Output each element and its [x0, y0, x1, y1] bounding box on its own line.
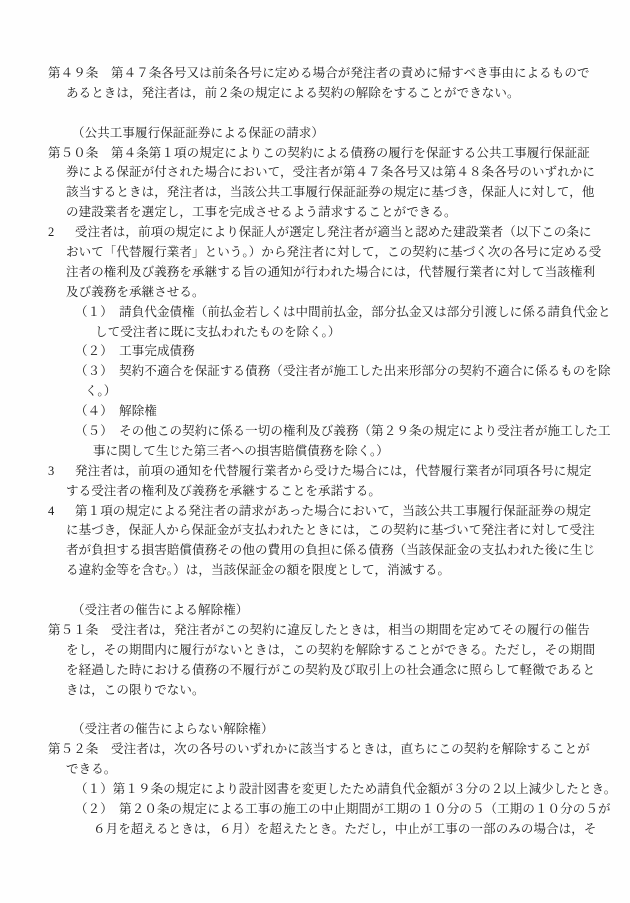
text-line: [0, 243, 630, 263]
line-text: る違約金等を含む。）は，当該保証金の額を限度として，消滅する。: [66, 563, 451, 578]
line-text: 受注者は，前項の規定により保証人が選定し発注者が適当と認めた建設業者（以下この条に: [75, 225, 592, 240]
line-text: して受注者に既に支払われたものを除く。）: [95, 324, 341, 339]
text-line: [0, 362, 630, 382]
line-text: く。）: [85, 384, 117, 399]
text-line: [0, 561, 630, 581]
text-line: [0, 382, 630, 402]
line-text: をし，その期間内に履行がないときは，この契約を解除することができる。ただし，その期間: [66, 642, 596, 657]
text-line: [0, 621, 630, 641]
text-line: [0, 223, 630, 243]
line-text: 第４９条 第４７条各号又は前条各号に定める場合が発注者の責めに帰すべき事由によるもので: [48, 66, 590, 80]
line-text: （２） 第２０条の規定による工事の施工の中止期間が工期の１０分の５（工期の１０分の５が: [75, 801, 611, 816]
text-line: [0, 462, 630, 482]
text-line: [0, 800, 630, 820]
line-text: （１）第１９条の規定により設計図書を変更したため請負代金額が３分の２以上減少したとき。: [75, 782, 617, 797]
text-line: [0, 303, 630, 323]
text-line: [0, 661, 630, 681]
line-text: （５） その他この契約に係る一切の権利及び義務（第２９条の規定により受注者が施工した工: [75, 424, 611, 439]
text-line: [0, 422, 630, 442]
text-line: [0, 104, 630, 124]
line-text: に基づき，保証人から保証金が支払われたときには，この契約に基づいて発注者に対して受注: [66, 523, 595, 538]
line-text: （公共工事履行保証証券による保証の請求）: [72, 125, 325, 140]
text-line: [0, 402, 630, 422]
text-line: [0, 183, 630, 203]
line-text: 第５２条 受注者は，次の各号のいずれかに該当するときは，直ちにこの契約を解除することが: [48, 742, 590, 757]
paragraph-number: 4: [48, 503, 55, 518]
line-text: の建設業者を選定し，工事を完成させるよう請求することができる。: [66, 205, 457, 220]
line-text: 者が負担する損害賠償債務その他の費用の負担に係る債務（当該保証金の支払われた後に生じ: [66, 543, 596, 558]
text-line: [0, 64, 630, 84]
text-line: [0, 541, 630, 561]
line-text: できる。: [66, 762, 117, 777]
document-body: [0, 64, 630, 840]
line-text: おいて「代替履行業者」という。）から発注者に対して，この契約に基づく次の各号に定める受: [66, 245, 602, 260]
text-line: [0, 263, 630, 283]
text-line: [0, 323, 630, 343]
line-text: ６月を超えるときは，６月）を超えたとき。ただし，中止が工事の一部のみの場合は，そ: [93, 821, 597, 836]
text-line: [0, 641, 630, 661]
text-line: [0, 701, 630, 721]
text-line: [0, 342, 630, 362]
line-text: （受注者の催告による解除権）: [72, 603, 249, 618]
line-text: 第５１条 受注者は，発注者がこの契約に違反したときは，相当の期間を定めてその履行の催告: [48, 622, 590, 637]
text-line: [0, 681, 630, 701]
text-line: [0, 163, 630, 183]
line-text: 第１項の規定による発注者の請求があった場合において，当該公共工事履行保証証券の規定: [75, 503, 592, 518]
line-text: 及び義務を承継させる。: [66, 284, 205, 299]
section-heading: [0, 720, 630, 740]
text-line: [0, 283, 630, 303]
text-line: [0, 780, 630, 800]
text-line: [0, 84, 630, 104]
line-text: を経過した時における債務の不履行がこの契約及び取引上の社会通念に照らして軽微であると: [66, 662, 596, 677]
line-text: きは，この限りでない。: [66, 682, 205, 697]
line-text: 該当するときは，発注者は，当該公共工事履行保証証券の規定に基づき，保証人に対して，他: [66, 185, 595, 200]
line-text: 発注者は，前項の通知を代替履行業者から受けた場合には，代替履行業者が同項各号に規定: [75, 463, 592, 478]
text-line: [0, 521, 630, 541]
text-line: [0, 144, 630, 164]
text-line: [0, 760, 630, 780]
text-line: [0, 502, 630, 522]
text-line: [0, 482, 630, 502]
line-text: 注者の権利及び義務を承継する旨の通知が行われた場合には，代替履行業者に対して当該権利: [66, 264, 596, 279]
text-line: [0, 740, 630, 760]
line-text: する受注者の権利及び義務を承継することを承諾する。: [66, 483, 382, 498]
section-heading: [0, 124, 630, 144]
text-line: [0, 820, 630, 840]
line-text: 第５０条 第４条第１項の規定によりこの契約による債務の履行を保証する公共工事履行保証証: [48, 145, 590, 160]
section-heading: [0, 601, 630, 621]
line-text: （受注者の催告によらない解除権）: [72, 722, 274, 737]
paragraph-number: 3: [48, 463, 55, 478]
line-text: （４） 解除権: [75, 404, 157, 419]
line-text: （３） 契約不適合を保証する債務（受注者が施工した出来形部分の契約不適合に係るものを除: [75, 364, 611, 379]
text-line: [0, 442, 630, 462]
line-text: 券による保証が付された場合において，受注者が第４７条各号又は第４８条各号のいずれかに: [66, 165, 595, 180]
line-text: （１） 請負代金債権（前払金若しくは中間前払金，部分払金又は部分引渡しに係る請負代金と: [75, 304, 611, 319]
text-line: [0, 203, 630, 223]
text-line: [0, 581, 630, 601]
line-text: 事に関して生じた第三者への損害賠償債務を除く。）: [93, 443, 389, 458]
line-text: あるときは，発注者は，前２条の規定による契約の解除をすることができない。: [66, 85, 520, 100]
line-text: （２） 工事完成債務: [75, 344, 195, 359]
paragraph-number: 2: [48, 225, 55, 240]
